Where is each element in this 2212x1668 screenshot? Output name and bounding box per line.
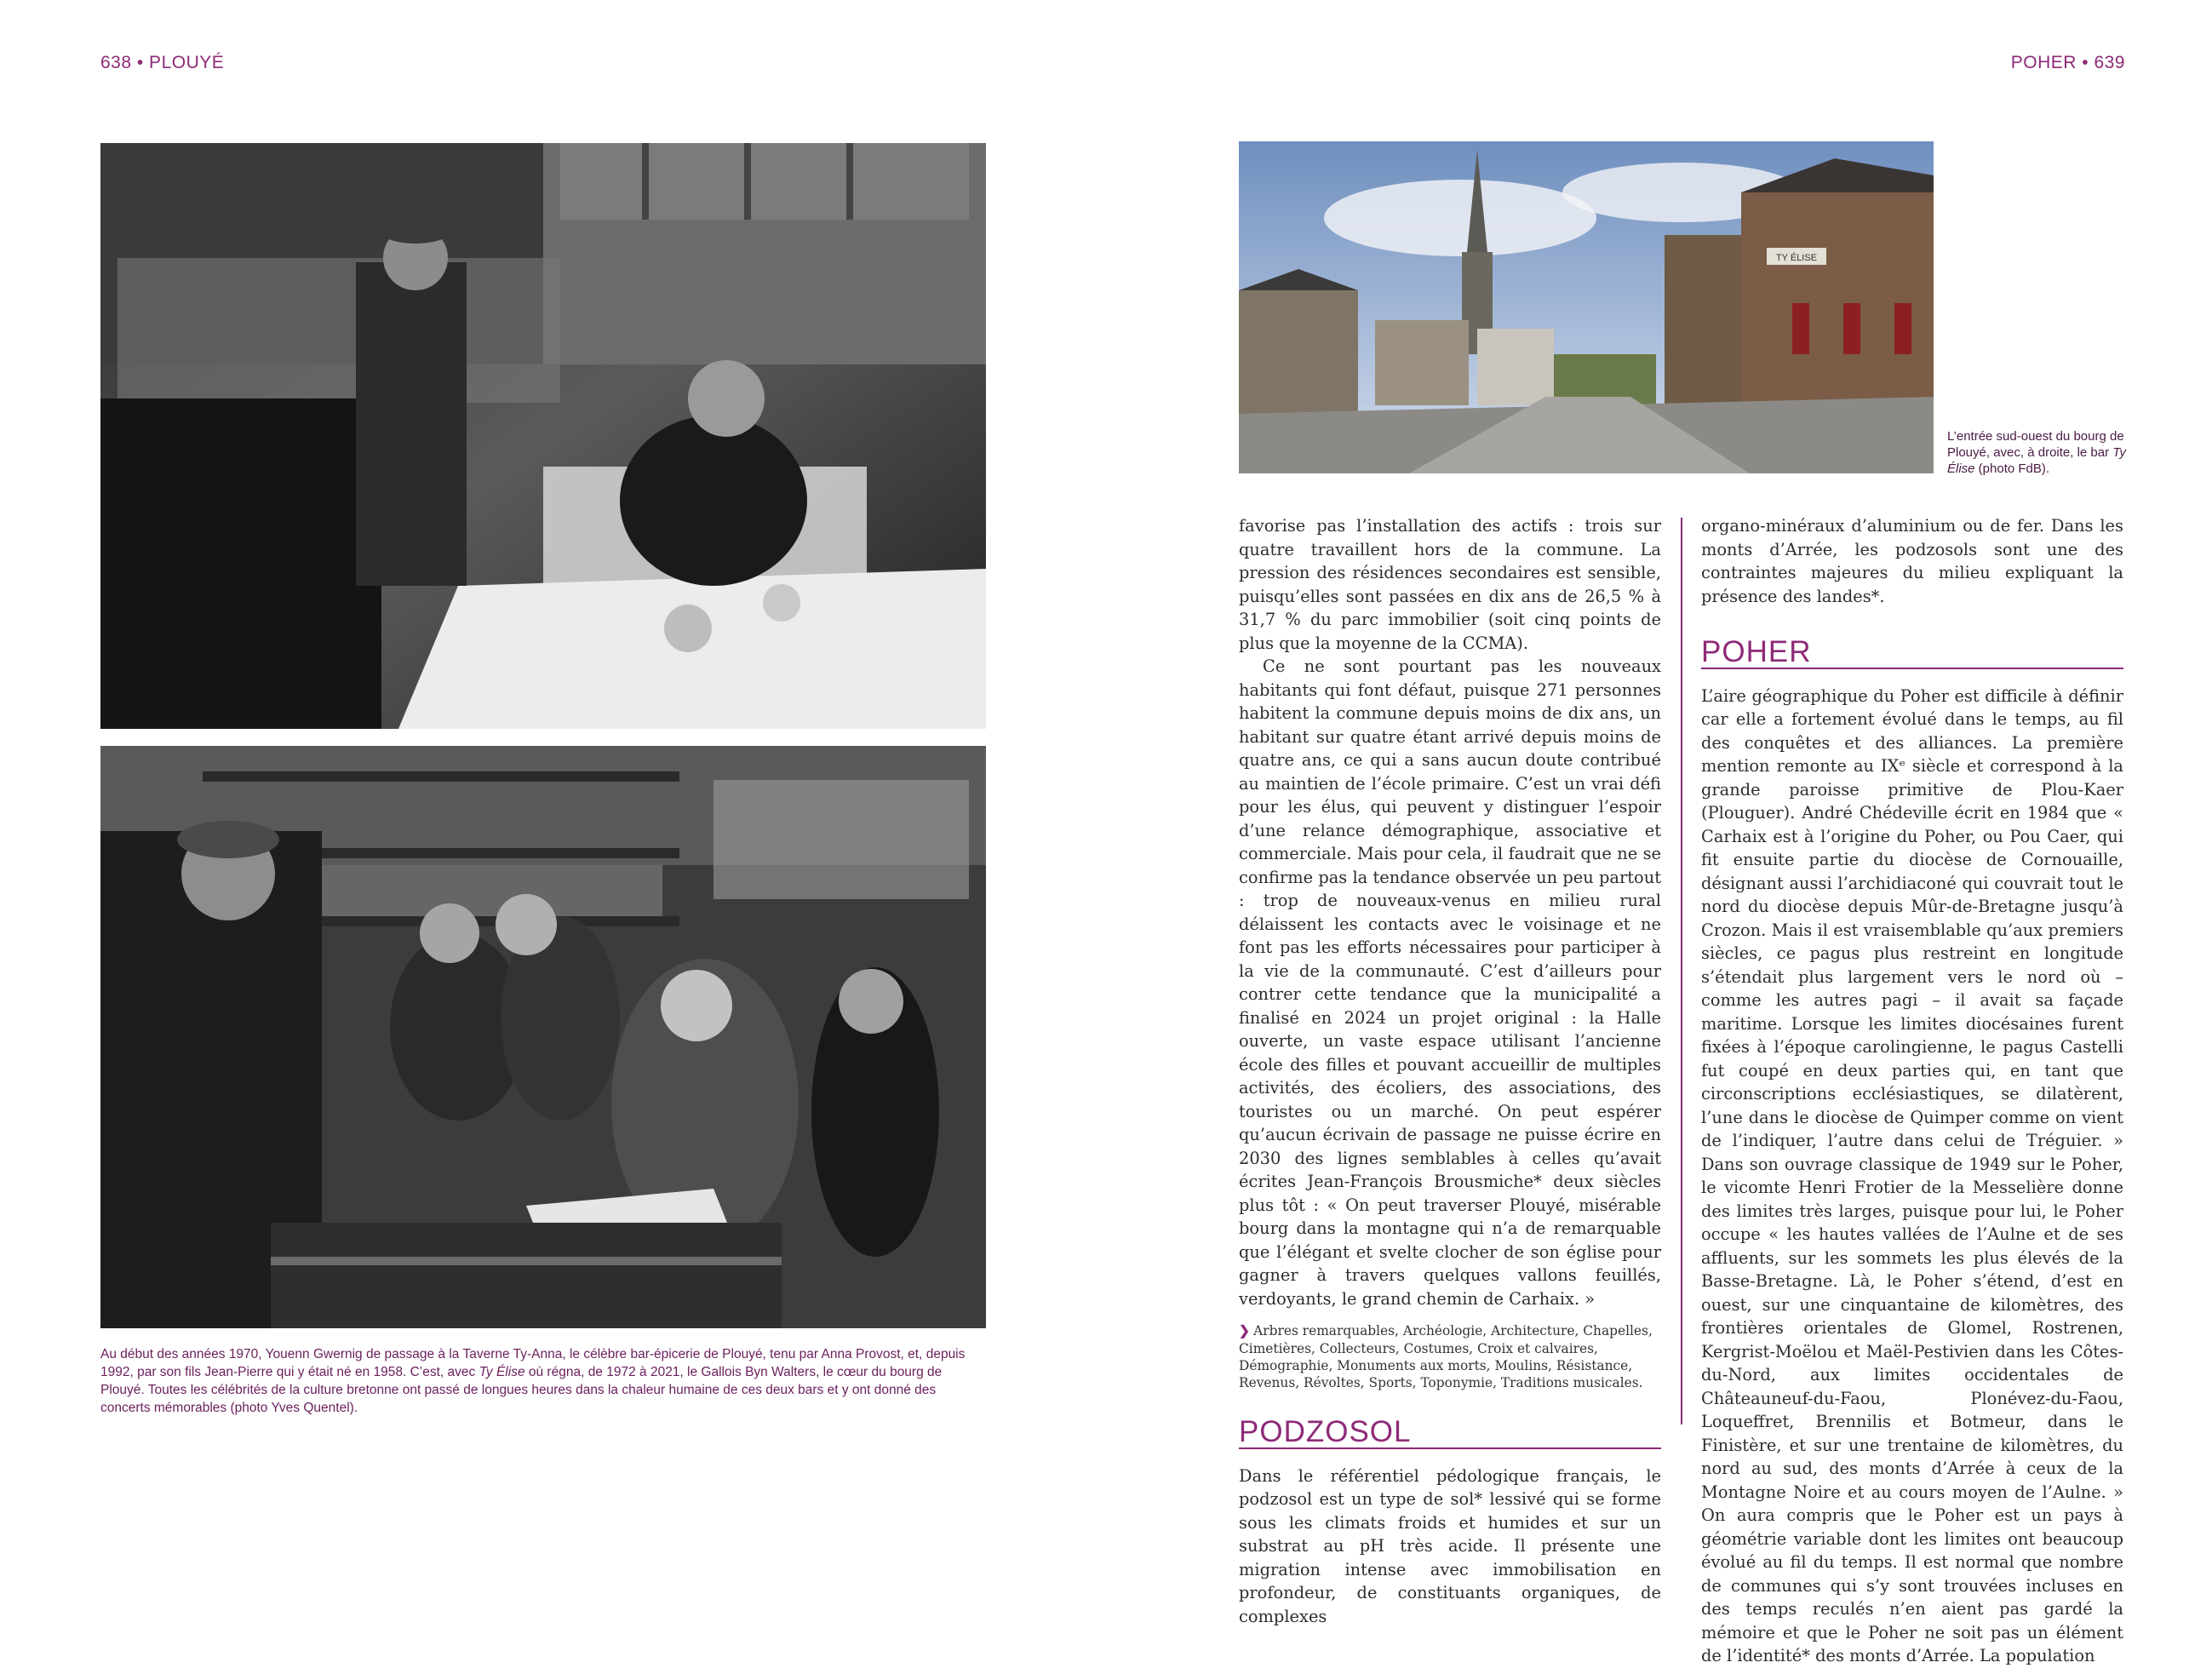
paragraph-plouye-2: Ce ne sont pourtant pas les nouveaux habitants qui font défaut, puisque 271 personnes habitent la commune depuis moins de dix ans, un habitant sur quatre étant arrivé depuis moins de quatre ans, ce qui a sans aucun doute contribué au maintien de l’école primaire. C’est un vrai défi pour les élus, qui peuvent y distinguer l’espoir d’une relance démographique, associative et commerciale. Mais pour cela, il faudrait que ne se confirme pas la tendance observée un peu partout : trop de nouveaux-venus en milieu rural délaissent les contacts avec le voisinage et ne font pas les efforts nécessaires pour participer à la vie de la communauté. C’est d’ailleurs pour contrer cette tendance que la municipalité a finalisé en 2024 un projet original : la Halle ouverte, un vaste espace utilisant l’ancienne école des filles et pouvant accueillir de multiples activités, des écoliers, des associations, des touristes ou un marché. On peut espérer qu’aucun écrivain de passage ne puisse écrire en 2030 des lignes semblables à celles qu’avait écrites Jean-François Brousmiche* deux siècles plus tôt : « On peut traverser Plouyé, misérable bourg dans la montagne qui n’a de remarquable que l’élégant et svelte clocher de son église pour gagner à travers quelques vallons feuillés, verdoyants, le grand chemin de Carhaix. »	[1239, 656, 1661, 1309]
paragraph-podzosol: Dans le référentiel pédologique français, le podzosol est un type de sol* lessivé qui se forme sous les climats froids et humides et sur un substrat au pH très acide. Il présente une migration intense avec immobilisation en profondeur, de constituants organiques, de complexes	[1239, 1465, 1661, 1626]
photo-bar-interior	[100, 746, 986, 1328]
photo-kitchen-table	[100, 143, 986, 729]
running-head-left: 638 • PLOUYÉ	[100, 53, 225, 72]
photo-plouye-street	[1239, 141, 1934, 473]
cross-reference-list: Arbres remarquables, Archéologie, Architecture, Chapelles, Cimetières, Collecteurs, Costumes, Croix et calvaires, Démographie, Monuments aux morts, Moulins, Résistance, Revenus, Révoltes, Sports, Toponymie, Traditions musicales.	[1239, 1323, 1653, 1390]
caption-text-part2: où régna, de 1972 à 2021, le Gallois Byn Walters, le cœur du bourg de Plouyé. Toutes les célébrités de la culture bretonne ont passé de longues heures dans la chaleur humaine de ces deux bars et y ont donné des concerts mémorables (photo Yves Quentel).	[100, 1365, 943, 1415]
heading-podzosol: PODZOSOL	[1239, 1420, 1661, 1449]
right-caption-part2: (photo FdB).	[1974, 461, 2050, 476]
caption-italic-bar-name: Ty Élise	[479, 1365, 525, 1379]
paragraph-poher: L’aire géographique du Poher est difficile à définir car elle a fortement évolué dans le temps, au fil des conquêtes et des alliances. La première mention remonte au IXᵉ siècle et correspond à la grande paroisse primitive de Plou-Kaer (Plouguer). André Chédeville écrit en 1984 que « Carhaix est à l’origine du Poher, ou Pou Caer, qui fit ensuite partie du diocèse de Cornouaille, désignant aussi l’archidiaconé qui couvrait tout le nord du diocèse depuis Mûr-de-Bretagne jusqu’à Crozon. Mais il est vraisemblable qu’aux premiers siècles, ce pagus plus restreint en longitude s’étendait plus largement vers le nord où – comme les autres pagi – il avait sa façade maritime. Lorsque les limites diocésaines furent fixées à l’époque carolingienne, le pagus Castelli fut coupé en deux parties qui, en tant que circonscriptions ecclésiastiques, se dilatèrent, l’une dans le diocèse de Quimper comme on vient de l’indiquer, l’autre dans celui de Tréguier. » Dans son ouvrage classique de 1949 sur le Poher, le vicomte Henri Frotier de la Messelière donne des limites très larges, puisque pour lui, le Poher occupe « les hautes vallées de l’Aulne et de ses affluents, sur les sommets les plus élevés de la Basse-Bretagne. Là, le Poher s’étend, d’est en ouest, sur une cinquantaine de kilomètres, des frontières orientales de Glomel, Rostrenen, Kergrist-Moëlou et Maël-Pestivien dans les Côtes-du-Nord, aux limites occidentales de Châteauneuf-du-Faou, Plonévez-du-Faou, Loqueffret, Brennilis et Botmeur, dans le Finistère, et sur une trentaine de kilomètres, du nord au sud, des monts d’Arrée à ceux de la Montagne Noire et au cours moyen de l’Aulne. » On aura compris que le Poher est un pays à géométrie variable dont les limites ont beaucoup évolué au fil du temps. Il est normal que nombre de communes qui s’y sont trouvées incluses en des temps reculés n’en aient pas gardé la mémoire et que le Poher ne soit pas un élément de l’identité* des monts d’Arrée. La population	[1701, 685, 2123, 1665]
left-page-caption	[100, 1345, 986, 1417]
cross-reference-arrow-icon: ❯	[1239, 1324, 1254, 1338]
text-column-1	[1239, 514, 1661, 1628]
caption-text-part1: Au début des années 1970, Youenn Gwernig de passage à la Taverne Ty-Anna, le célèbre bar-épicerie de Plouyé, tenu par Anna Provost, et, depuis 1992, par son fils Jean-Pierre qui y était né en 1958. C’est, avec	[100, 1347, 966, 1379]
paragraph-plouye-1: favorise pas l’installation des actifs : trois sur quatre travaillent hors de la commune. La pression des résidences secondaires est sensible, puisqu’elles sont passées en dix ans de 26,5 % à 31,7 % du parc immobilier (soit cinq points de plus que la moyenne de la CCMA).	[1239, 516, 1661, 653]
running-head-right: POHER • 639	[2010, 53, 2125, 72]
heading-poher: POHER	[1701, 640, 2123, 669]
text-column-2	[1701, 514, 2123, 1668]
cross-references	[1239, 1322, 1661, 1391]
column-divider	[1681, 518, 1682, 1424]
right-caption-italic: Ty Élise	[1947, 445, 2126, 476]
right-photo-caption	[1947, 428, 2135, 477]
ty-elise-sign: TY ÉLISE	[1775, 253, 1818, 263]
right-caption-part1: L’entrée sud-ouest du bourg de Plouyé, avec, à droite, le bar	[1947, 429, 2124, 460]
paragraph-podzosol-cont: organo-minéraux d’aluminium ou de fer. Dans les monts d’Arrée, les podzosols sont une des contraintes majeures du milieu expliquant la présence des landes*.	[1701, 516, 2123, 606]
